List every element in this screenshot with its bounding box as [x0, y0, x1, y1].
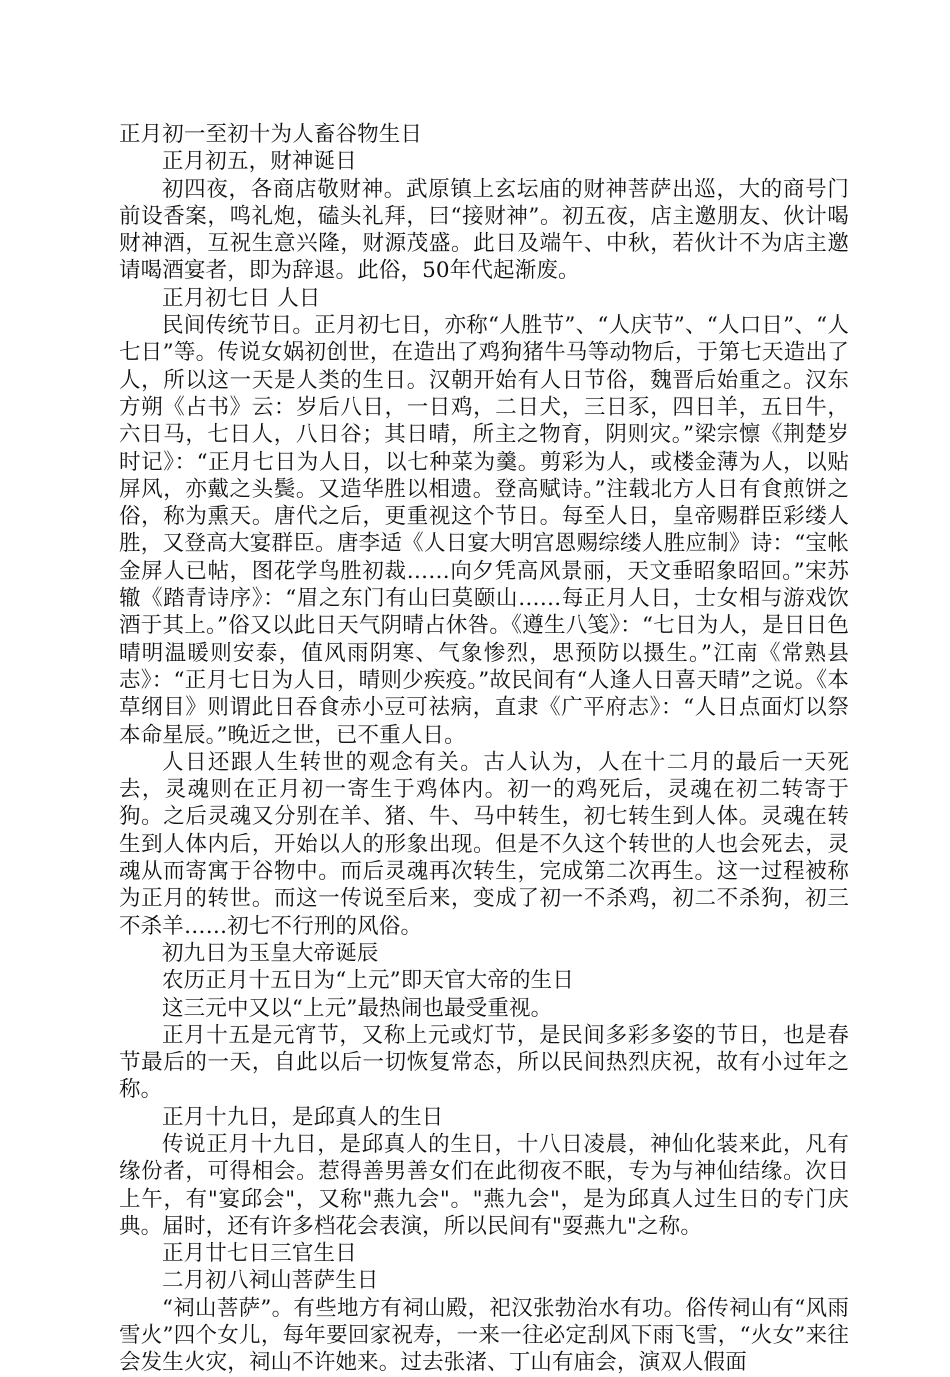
paragraph: 正月十九日，是邱真人的生日 [162, 1104, 444, 1130]
paragraph: 正月廿七日三官生日 [162, 1241, 357, 1267]
paragraph: 传说正月十九日，是邱真人的生日，十八日凌晨，神仙化装来此，凡有缘份者，可得相会。惹得善男善女们在此彻夜不眠，专为与神仙结缘。次日上午，有"宴邱会"，又称"燕九会"。"燕九会"，是为邱真人过生日的专门庆典。届时，还有许多档花会表演，所以民间有"耍燕九"之称。 [119, 1131, 849, 1239]
paragraph: 正月初五，财神诞日 [162, 149, 357, 175]
document-title: 正月初一至初十为人畜谷物生日 [119, 122, 423, 147]
paragraph: 正月十五是元宵节，又称上元或灯节，是民间多彩多姿的节日，也是春节最后的一天，自此以后一切恢复常态，所以民间热烈庆祝，故有小过年之称。 [119, 1022, 849, 1103]
paragraph: 二月初八祠山菩萨生日 [162, 1268, 379, 1294]
paragraph: 这三元中又以“上元”最热闹也最受重视。 [162, 995, 553, 1021]
paragraph: 正月初七日 人日 [162, 285, 321, 311]
paragraph: 民间传统节日。正月初七日，亦称“人胜节”、“人庆节”、“人口日”、“人七日”等。传说女娲初创世，在造出了鸡狗猪牛马等动物后，于第七天造出了人，所以这一天是人类的生日。汉朝开始有人日节俗，魏晋后始重之。汉东方朔《占书》云：岁后八日，一日鸡，二日犬，三日豕，四日羊，五日牛，六日马，七日人，八日谷；其日晴，所主之物育，阴则灾。”梁宗懔《荆楚岁时记》：“正月七日为人日，以七种菜为羹。剪彩为人，或楼金薄为人，以贴屏风，亦戴之头鬓。又造华胜以相遗。登高赋诗。”注载北方人日有食煎饼之俗，称为熏天。唐代之后，更重视这个节日。每至人日，皇帝赐群臣彩缕人胜，又登高大宴群臣。唐李适《人日宴大明宫恩赐综缕人胜应制》诗：“宝帐金屏人已帖，图花学鸟胜初裁……向夕凭高风景丽，天文垂昭象昭回。”宋苏辙《踏青诗序》：“眉之东门有山曰莫颐山……每正月人日，士女相与游戏饮酒于其上。”俗又以此日天气阴晴占休咎。《遵生八笺》：“七日为人，是日日色晴明温暖则安泰，值风雨阴寒、气象惨烈，思预防以摄生。”江南《常熟县志》：“正月七日为人日，晴则少疾疫。”故民间有“人逢人日喜天晴”之说。《本草纲目》则谓此日吞食赤小豆可祛病，直隶《广平府志》：“人日点面灯以祭本命星辰。”晚近之世，已不重人日。 [119, 313, 849, 748]
paragraph: “祠山菩萨”。有些地方有祠山殿，祀汉张勃治水有功。俗传祠山有“风雨雪火”四个女儿，每年要回家祝寿，一来一往必定刮风下雨飞雪，“火女”来往会发生火灾，祠山不许她来。过去张渚、丁山有庙会，演双人假面 [119, 1295, 849, 1376]
document-body [119, 121, 849, 1377]
paragraph: 人日还跟人生转世的观念有关。古人认为，人在十二月的最后一天死去，灵魂则在正月初一寄生于鸡体内。初一的鸡死后，灵魂在初二转寄于狗。之后灵魂又分别在羊、猪、牛、马中转生，初七转生到人体。灵魂在转生到人体内后，开始以人的形象出现。但是不久这个转世的人也会死去，灵魂从而寄寓于谷物中。而后灵魂再次转生，完成第二次再生。这一过程被称为正月的转世。而这一传说至后来，变成了初一不杀鸡，初二不杀狗，初三不杀羊……初七不行刑的风俗。 [119, 749, 849, 939]
paragraph: 初四夜，各商店敬财神。武原镇上玄坛庙的财神菩萨出巡，大的商号门前设香案，鸣礼炮，磕头礼拜，曰“接财神”。初五夜，店主邀朋友、伙计喝财神酒，互祝生意兴隆，财源茂盛。此日及端午、中秋，若伙计不为店主邀请喝酒宴者，即为辞退。此俗，50年代起渐废。 [119, 176, 849, 284]
paragraph: 初九日为玉皇大帝诞辰 [162, 940, 379, 966]
paragraph: 农历正月十五日为“上元”即天官大帝的生日 [162, 968, 574, 994]
